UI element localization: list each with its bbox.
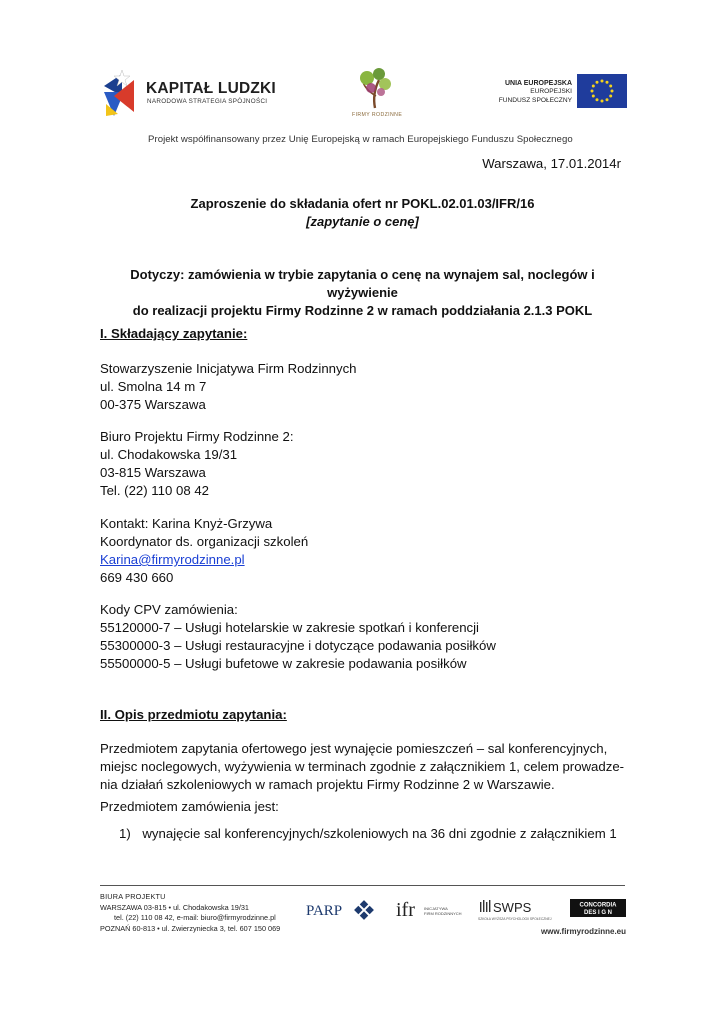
ifr-logo bbox=[396, 896, 466, 922]
document-title bbox=[100, 195, 625, 231]
kapital-ludzki-subtitle: NARODOWA STRATEGIA SPÓJNOŚCI bbox=[147, 98, 268, 105]
footer-divider bbox=[100, 885, 625, 886]
project-cofinancing-note: Projekt współfinansowany przez Unię Europejską w ramach Europejskiego Funduszu Społecznego bbox=[148, 134, 573, 145]
title-line-2: [zapytanie o cenę] bbox=[306, 214, 419, 229]
title-line-1: Zaproszenie do składania ofert nr POKL.02.01.03/IFR/16 bbox=[190, 196, 535, 211]
footer-address-line: POZNAŃ 60-813 • ul. Zwierzyniecka 3, tel. 607 150 069 bbox=[100, 923, 281, 933]
eu-label-line1: UNIA EUROPEJSKA bbox=[504, 80, 572, 87]
ifr-sub-line-1: INICJATYWA bbox=[424, 906, 448, 911]
section-2-heading: II. Opis przedmiotu zapytania: bbox=[100, 707, 287, 722]
concordia-design-logo bbox=[570, 899, 626, 917]
list-item bbox=[119, 825, 625, 843]
concordia-line-1: CONCORDIA bbox=[579, 902, 617, 909]
eu-fund-label bbox=[485, 80, 572, 105]
contact-phone: 669 430 660 bbox=[100, 570, 174, 585]
cpv-codes-block bbox=[100, 601, 625, 673]
org-line: 00-375 Warszawa bbox=[100, 397, 206, 412]
office-line: ul. Chodakowska 19/31 bbox=[100, 447, 238, 462]
subject-line-1: Dotyczy: zamówienia w trybie zapytania o cenę na wynajem sal, noclegów i wyżywienie bbox=[130, 267, 595, 300]
ifr-sub-line-2: FIRM RODZINNYCH bbox=[424, 911, 462, 916]
organization-address bbox=[100, 360, 625, 414]
subject-line-2: do realizacji projektu Firmy Rodzinne 2 w ramach poddziałania 2.1.3 POKL bbox=[132, 303, 593, 318]
parp-logo-text: PARP bbox=[306, 903, 343, 919]
cpv-line: 55300000-3 – Usługi restauracyjne i dotyczące podawania posiłków bbox=[100, 638, 496, 653]
contact-email-link[interactable]: Karina@firmyrodzinne.pl bbox=[100, 552, 245, 567]
ifr-logo-text: ifr bbox=[396, 899, 415, 921]
eu-label-line3: FUNDUSZ SPOŁECZNY bbox=[498, 96, 572, 104]
description-line: Przedmiotem zapytania ofertowego jest wynajęcie pomieszczeń – sal konferencyjnych, bbox=[100, 741, 608, 756]
eu-flag-icon bbox=[577, 74, 627, 108]
org-line: Stowarzyszenie Inicjatywa Firm Rodzinnych bbox=[100, 361, 357, 376]
footer-address bbox=[100, 892, 280, 934]
swps-logo-text: SWPS bbox=[493, 900, 532, 915]
eu-label-line2: EUROPEJSKI bbox=[530, 88, 572, 96]
contact-name: Kontakt: Karina Knyż-Grzywa bbox=[100, 516, 273, 531]
swps-logo bbox=[478, 896, 558, 922]
concordia-line-2: DES I G N bbox=[583, 910, 613, 916]
subject-intro: Przedmiotem zamówienia jest: bbox=[100, 799, 279, 814]
project-office-address bbox=[100, 428, 625, 500]
office-line: Biuro Projektu Firmy Rodzinne 2: bbox=[100, 429, 294, 444]
footer-address-line: WARSZAWA 03-815 • ul. Chodakowska 19/31 bbox=[100, 902, 249, 912]
office-line: Tel. (22) 110 08 42 bbox=[100, 483, 209, 498]
section-1-heading: I. Składający zapytanie: bbox=[100, 326, 248, 341]
cpv-heading: Kody CPV zamówienia: bbox=[100, 602, 238, 617]
footer-address-line: tel. (22) 110 08 42, e-mail: biuro@firmyrodzinne.pl bbox=[114, 913, 276, 922]
kapital-ludzki-title: KAPITAŁ LUDZKI bbox=[146, 80, 276, 97]
footer-heading: BIURA PROJEKTU bbox=[100, 892, 166, 901]
cpv-line: 55500000-5 – Usługi bufetowe w zakresie podawania posiłków bbox=[100, 656, 467, 671]
description-line: nia działań szkoleniowych w ramach projektu Firmy Rodzinne 2 w Warszawie. bbox=[100, 777, 555, 792]
document-subject bbox=[100, 266, 625, 320]
firmy-rodzinne-logo bbox=[345, 62, 405, 128]
cpv-line: 55120000-7 – Usługi hotelarskie w zakresie spotkań i konferencji bbox=[100, 620, 479, 635]
list-item-text: wynajęcie sal konferencyjnych/szkoleniowych na 36 dni zgodnie z załącznikiem 1 bbox=[142, 826, 617, 841]
contact-block bbox=[100, 515, 625, 587]
office-line: 03-815 Warszawa bbox=[100, 465, 206, 480]
swps-sub: SZKOŁA WYŻSZA PSYCHOLOGII SPOŁECZNEJ bbox=[478, 917, 552, 921]
document-date: Warszawa, 17.01.2014r bbox=[482, 156, 621, 171]
description-paragraph bbox=[100, 740, 625, 794]
footer-website: www.firmyrodzinne.eu bbox=[540, 927, 626, 936]
firmy-rodzinne-logo-text: FIRMY RODZINNE bbox=[352, 112, 403, 118]
org-line: ul. Smolna 14 m 7 bbox=[100, 379, 207, 394]
list-item-number: 1) bbox=[119, 826, 131, 841]
contact-role: Koordynator ds. organizacji szkoleń bbox=[100, 534, 309, 549]
description-line: miejsc noclegowych, wyżywienia w terminach zgodnie z załącznikiem 1, celem prowadze- bbox=[100, 759, 625, 774]
parp-logo bbox=[306, 898, 376, 922]
